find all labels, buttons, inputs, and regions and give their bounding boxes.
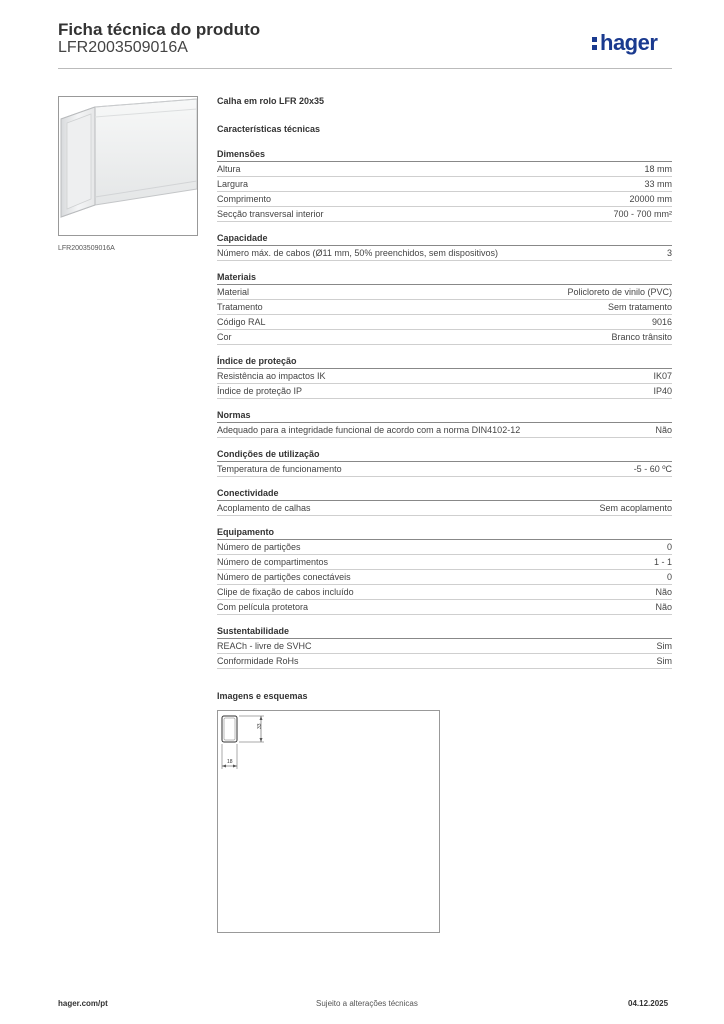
spec-label: Clipe de fixação de cabos incluído: [217, 587, 354, 597]
spec-value: Não: [655, 602, 672, 612]
spec-label: Secção transversal interior: [217, 209, 324, 219]
spec-row: [217, 423, 672, 438]
section-title: Dimensões: [217, 148, 672, 162]
footer-website: hager.com/pt: [58, 999, 108, 1008]
spec-label: Número de compartimentos: [217, 557, 329, 567]
spec-label: Adequado para a integridade funcional de acordo com a norma DIN4102-12: [217, 425, 521, 435]
spec-value: -5 - 60 ºC: [633, 464, 672, 474]
page-title: Ficha técnica do produto: [58, 20, 261, 39]
images-heading: Imagens e esquemas: [217, 691, 308, 701]
spec-value: 33 mm: [644, 179, 672, 189]
spec-section: [217, 625, 672, 669]
spec-label: Código RAL: [217, 317, 266, 327]
spec-row: [217, 555, 672, 570]
spec-value: 1 - 1: [653, 557, 672, 567]
spec-section: [217, 355, 672, 399]
width-dimension-label: 18: [227, 759, 233, 765]
spec-value: Branco trânsito: [611, 332, 672, 342]
spec-label: Número de partições: [217, 542, 301, 552]
spec-value: 0: [666, 572, 672, 582]
specs-heading: Características técnicas: [217, 124, 321, 134]
technical-specs: [217, 96, 672, 679]
section-title: Condições de utilização: [217, 448, 672, 462]
spec-section: [217, 448, 672, 477]
spec-row: [217, 540, 672, 555]
spec-value: Sem tratamento: [607, 302, 672, 312]
spec-label: Altura: [217, 164, 241, 174]
spec-row: [217, 207, 672, 222]
product-name: Calha em rolo LFR 20x35: [217, 96, 325, 106]
cable-trunking-icon: [59, 97, 197, 235]
product-reference: LFR2003509016A: [58, 39, 188, 56]
spec-label: Tratamento: [217, 302, 263, 312]
height-dimension-label: 33: [257, 723, 263, 729]
spec-section: [217, 232, 672, 261]
spec-label: Comprimento: [217, 194, 272, 204]
spec-label: Conformidade RoHs: [217, 656, 299, 666]
spec-section: [217, 148, 672, 222]
spec-value: IK07: [653, 371, 672, 381]
spec-value: 9016: [651, 317, 672, 327]
spec-value: 3: [666, 248, 672, 258]
spec-value: Sem acoplamento: [599, 503, 672, 513]
spec-row: [217, 570, 672, 585]
spec-label: Cor: [217, 332, 232, 342]
spec-label: Resistência ao impactos IK: [217, 371, 326, 381]
hager-logo: [592, 29, 682, 57]
spec-label: Índice de proteção IP: [217, 386, 303, 396]
spec-row: [217, 162, 672, 177]
spec-label: Material: [217, 287, 250, 297]
logo-text: hager: [600, 30, 658, 55]
spec-row: [217, 315, 672, 330]
spec-row: [217, 177, 672, 192]
spec-label: Acoplamento de calhas: [217, 503, 311, 513]
spec-row: [217, 192, 672, 207]
spec-row: [217, 300, 672, 315]
spec-row: [217, 369, 672, 384]
product-image-caption: LFR2003509016A: [58, 245, 115, 252]
spec-label: Número máx. de cabos (Ø11 mm, 50% preenchidos, sem dispositivos): [217, 248, 498, 258]
spec-value: Policloreto de vinilo (PVC): [567, 287, 672, 297]
spec-row: [217, 330, 672, 345]
section-title: Materiais: [217, 271, 672, 285]
spec-value: 20000 mm: [629, 194, 672, 204]
logo-dots-icon: [592, 34, 598, 52]
footer-date: 04.12.2025: [628, 999, 669, 1008]
spec-section: [217, 271, 672, 345]
spec-label: Com película protetora: [217, 602, 309, 612]
spec-row: [217, 585, 672, 600]
section-title: Equipamento: [217, 526, 672, 540]
spec-section: [217, 526, 672, 615]
spec-row: [217, 285, 672, 300]
spec-row: [217, 501, 672, 516]
section-title: Sustentabilidade: [217, 625, 672, 639]
section-title: Conectividade: [217, 487, 672, 501]
spec-value: 700 - 700 mm²: [613, 209, 672, 219]
spec-value: Sim: [656, 656, 672, 666]
header-divider: [58, 68, 672, 69]
spec-sections: [217, 148, 672, 669]
spec-value: Não: [655, 587, 672, 597]
spec-label: Temperatura de funcionamento: [217, 464, 342, 474]
spec-row: [217, 384, 672, 399]
spec-row: [217, 639, 672, 654]
footer-disclaimer: Sujeito a alterações técnicas: [316, 999, 418, 1008]
spec-row: [217, 462, 672, 477]
spec-value: 0: [666, 542, 672, 552]
section-title: Índice de proteção: [217, 355, 672, 369]
spec-label: REACh - livre de SVHC: [217, 641, 312, 651]
section-title: Normas: [217, 409, 672, 423]
section-title: Capacidade: [217, 232, 672, 246]
spec-section: [217, 487, 672, 516]
spec-value: 18 mm: [644, 164, 672, 174]
spec-value: IP40: [653, 386, 672, 396]
spec-value: Não: [655, 425, 672, 435]
spec-row: [217, 600, 672, 615]
spec-label: Número de partições conectáveis: [217, 572, 351, 582]
cross-section-diagram: [218, 711, 439, 932]
spec-label: Largura: [217, 179, 249, 189]
spec-row: [217, 654, 672, 669]
spec-section: [217, 409, 672, 438]
product-image: [58, 96, 198, 236]
spec-value: Sim: [656, 641, 672, 651]
spec-row: [217, 246, 672, 261]
dimension-drawing: [217, 710, 440, 933]
